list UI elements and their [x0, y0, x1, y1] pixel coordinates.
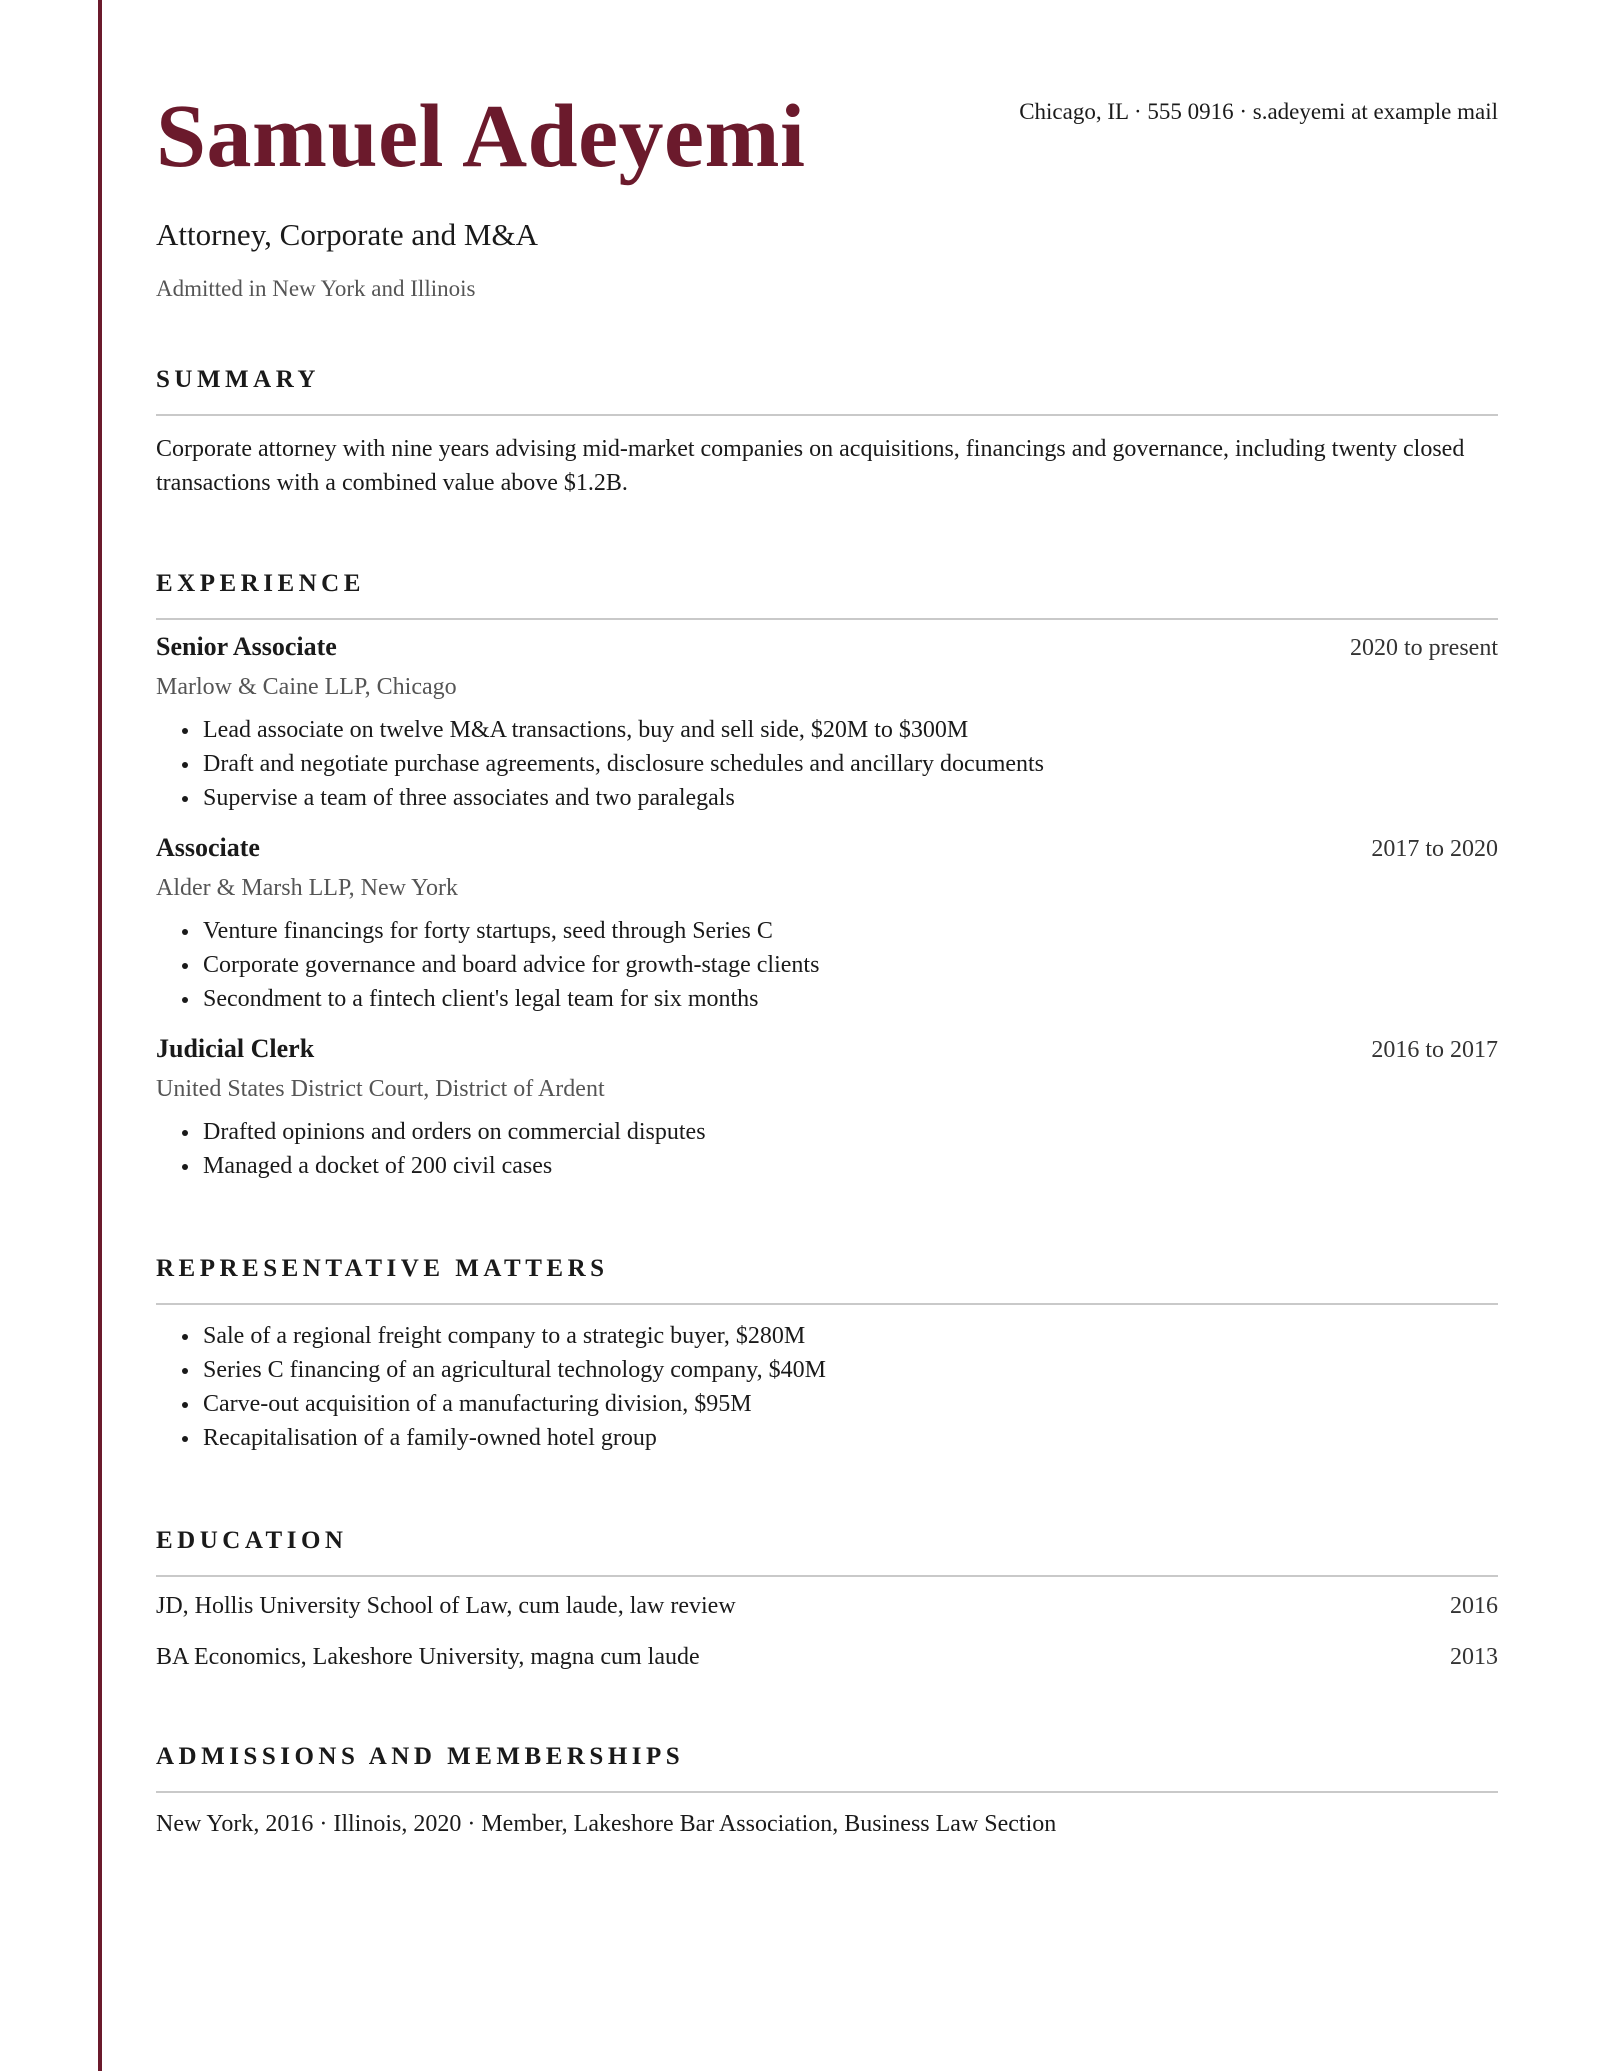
section-title-education: EDUCATION — [156, 1527, 1498, 1577]
matters-section — [156, 1255, 1498, 1455]
education-year: 2013 — [1450, 1644, 1498, 1670]
bullet-item: Venture financings for forty startups, seed through Series C — [203, 914, 1498, 948]
bullet-item: Secondment to a fintech client's legal team for six months — [203, 982, 1498, 1016]
education-section — [156, 1527, 1498, 1671]
summary-section — [156, 366, 1498, 500]
job-entry — [156, 1034, 1498, 1183]
bullet-item: Drafted opinions and orders on commercial disputes — [203, 1115, 1498, 1149]
job-title: Associate — [156, 833, 260, 862]
matter-item: Sale of a regional freight company to a strategic buyer, $280M — [203, 1319, 1498, 1353]
job-entry — [156, 833, 1498, 1016]
section-title-admissions: ADMISSIONS AND MEMBERSHIPS — [156, 1743, 1498, 1793]
education-entry — [156, 1644, 1498, 1671]
job-organization: United States District Court, District of Ardent — [156, 1076, 605, 1102]
bullet-item: Corporate governance and board advice for growth-stage clients — [203, 948, 1498, 982]
job-bullets — [156, 914, 1498, 1016]
education-year: 2016 — [1450, 1593, 1498, 1619]
accent-rule — [98, 0, 102, 2071]
summary-text: Corporate attorney with nine years advising mid-market companies on acquisitions, financings and governance, including twenty closed transactions with a combined value above $1.2B. — [156, 436, 1465, 496]
contact-line: Chicago, IL · 555 0916 · s.adeyemi at example mail — [1019, 99, 1498, 124]
bar-admission-note: Admitted in New York and Illinois — [156, 276, 476, 301]
admissions-section — [156, 1743, 1498, 1838]
experience-section — [156, 570, 1498, 1183]
education-degree: JD, Hollis University School of Law, cum laude, law review — [156, 1593, 736, 1619]
education-degree: BA Economics, Lakeshore University, magna cum laude — [156, 1644, 700, 1670]
job-title: Senior Associate — [156, 632, 337, 661]
bullet-item: Supervise a team of three associates and two paralegals — [203, 781, 1498, 815]
section-title-matters: REPRESENTATIVE MATTERS — [156, 1255, 1498, 1305]
resume-header — [156, 0, 1498, 330]
job-dates: 2020 to present — [1350, 635, 1498, 661]
matters-list — [156, 1319, 1498, 1455]
job-organization: Alder & Marsh LLP, New York — [156, 875, 458, 901]
section-title-experience: EXPERIENCE — [156, 570, 1498, 620]
job-header — [156, 833, 1498, 863]
bullet-item: Managed a docket of 200 civil cases — [203, 1149, 1498, 1183]
bullet-item: Draft and negotiate purchase agreements, disclosure schedules and ancillary documents — [203, 747, 1498, 781]
job-bullets — [156, 1115, 1498, 1183]
professional-title: Attorney, Corporate and M&A — [156, 217, 538, 252]
education-entry — [156, 1593, 1498, 1620]
job-bullets — [156, 713, 1498, 815]
bullet-item: Lead associate on twelve M&A transactions, buy and sell side, $20M to $300M — [203, 713, 1498, 747]
matter-item: Series C financing of an agricultural technology company, $40M — [203, 1353, 1498, 1387]
matter-item: Carve-out acquisition of a manufacturing division, $95M — [203, 1387, 1498, 1421]
candidate-name: Samuel Adeyemi — [156, 87, 806, 186]
job-entry — [156, 632, 1498, 815]
job-dates: 2016 to 2017 — [1371, 1037, 1498, 1063]
matter-item: Recapitalisation of a family-owned hotel group — [203, 1421, 1498, 1455]
job-dates: 2017 to 2020 — [1371, 836, 1498, 862]
job-title: Judicial Clerk — [156, 1034, 315, 1063]
resume-page — [156, 0, 1498, 1838]
job-organization: Marlow & Caine LLP, Chicago — [156, 674, 457, 700]
section-title-summary: SUMMARY — [156, 366, 1498, 416]
job-header — [156, 1034, 1498, 1064]
job-header — [156, 632, 1498, 662]
admissions-text: New York, 2016 · Illinois, 2020 · Member, Lakeshore Bar Association, Business Law Section — [156, 1811, 1057, 1837]
